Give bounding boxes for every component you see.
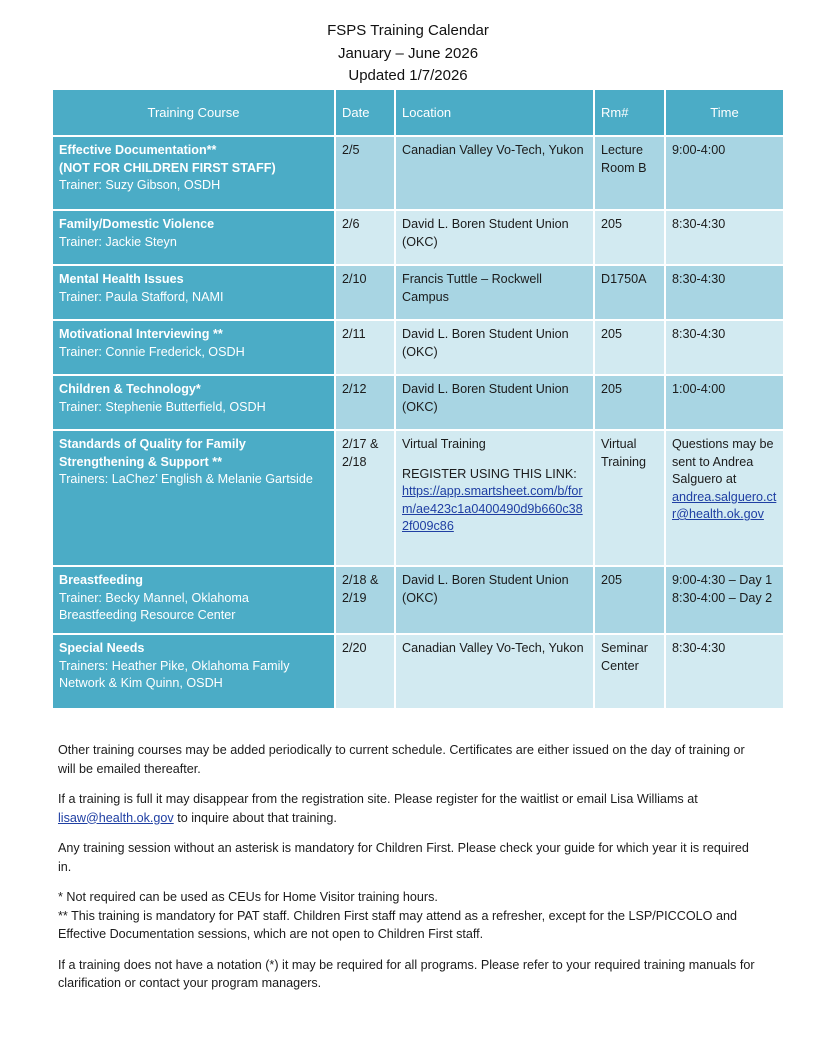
course-title: Mental Health Issues	[59, 272, 184, 286]
course-cell	[52, 566, 335, 634]
time-day-1: 9:00-4:30 – Day 1	[672, 573, 773, 587]
note-schedule: Other training courses may be added periodically to current schedule. Certificates are either issued on the day of training or will be emailed thereafter.	[58, 743, 745, 776]
room-cell: Seminar Center	[594, 634, 665, 709]
note-single-asterisk: * Not required can be used as CEUs for Home Visitor training hours.	[58, 890, 438, 904]
course-trainer: Trainers: Heather Pike, Oklahoma Family Network & Kim Quinn, OSDH	[59, 658, 290, 690]
course-title: Standards of Quality for Family Strengthening & Support **	[59, 437, 246, 469]
time-cell: 1:00-4:00	[665, 375, 784, 430]
date-cell: 2/6	[335, 210, 395, 265]
course-title: Special Needs	[59, 641, 145, 655]
course-cell	[52, 634, 335, 709]
column-header-room: Rm#	[594, 89, 665, 136]
location-cell: David L. Boren Student Union (OKC)	[395, 210, 594, 265]
time-cell	[665, 430, 784, 566]
table-row	[52, 210, 784, 265]
table-row	[52, 375, 784, 430]
date-cell: 2/11	[335, 320, 395, 375]
course-cell	[52, 320, 335, 375]
location-cell: Francis Tuttle – Rockwell Campus	[395, 265, 594, 320]
table-row	[52, 430, 784, 566]
questions-text: Questions may be sent to Andrea Salguero at	[672, 437, 774, 486]
room-cell: 205	[594, 320, 665, 375]
training-calendar-table	[51, 88, 785, 710]
course-trainer: Trainer: Paula Stafford, NAMI	[59, 289, 224, 304]
note-no-notation: If a training does not have a notation (*) it may be required for all programs. Please refer to your required training manuals for clarification or contact your program managers.	[58, 957, 755, 990]
course-cell	[52, 430, 335, 566]
room-cell: 205	[594, 566, 665, 634]
course-title-note: (NOT FOR CHILDREN FIRST STAFF)	[59, 160, 276, 175]
course-title: Effective Documentation**	[59, 143, 217, 157]
note-double-asterisk: ** This training is mandatory for PAT staff. Children First staff may attend as a refresher, except for the LSP/PICCOLO and Effective Documentation sessions, which are not open to Children First staff.	[58, 908, 737, 941]
course-title: Children & Technology*	[59, 382, 201, 396]
course-cell	[52, 265, 335, 320]
table-row	[52, 136, 784, 210]
note-mandatory: Any training session without an asterisk is mandatory for Children First. Please check your guide for which year it is required in.	[58, 841, 749, 874]
course-cell	[52, 136, 335, 210]
time-cell: 9:00-4:00	[665, 136, 784, 210]
document-header	[0, 20, 816, 88]
contact-email-link[interactable]: andrea.salguero.ctr@health.ok.gov	[672, 489, 777, 521]
course-title: Family/Domestic Violence	[59, 217, 215, 231]
date-cell: 2/10	[335, 265, 395, 320]
table-row	[52, 634, 784, 709]
time-day-2: 8:30-4:00 – Day 2	[672, 590, 773, 605]
course-trainer: Trainer: Suzy Gibson, OSDH	[59, 178, 221, 192]
course-trainer: Trainer: Jackie Steyn	[59, 234, 177, 249]
table-header-row	[52, 89, 784, 136]
course-trainer: Trainer: Becky Mannel, Oklahoma Breastfeeding Resource Center	[59, 590, 249, 622]
room-cell: Lecture Room B	[594, 136, 665, 210]
register-label: REGISTER USING THIS LINK:	[402, 466, 577, 481]
note-waitlist	[58, 790, 758, 827]
room-cell: Virtual Training	[594, 430, 665, 566]
note-waitlist-text-end: to inquire about that training.	[173, 810, 337, 825]
time-cell	[665, 566, 784, 634]
notes-section	[58, 741, 758, 1005]
table-row	[52, 566, 784, 634]
course-title: Breastfeeding	[59, 573, 143, 587]
date-cell: 2/12	[335, 375, 395, 430]
registration-link[interactable]: https://app.smartsheet.com/b/form/ae423c1a0400490d9b660c382f009c86	[402, 484, 583, 533]
course-cell	[52, 375, 335, 430]
location-text: Virtual Training	[402, 437, 486, 451]
location-cell: Canadian Valley Vo-Tech, Yukon	[395, 136, 594, 210]
date-cell: 2/17 & 2/18	[335, 430, 395, 566]
time-cell: 8:30-4:30	[665, 634, 784, 709]
location-cell: David L. Boren Student Union (OKC)	[395, 566, 594, 634]
date-range: January – June 2026	[337, 44, 479, 62]
location-cell: David L. Boren Student Union (OKC)	[395, 320, 594, 375]
updated-date: Updated 1/7/2026	[348, 67, 468, 84]
course-cell	[52, 210, 335, 265]
column-header-date: Date	[335, 89, 395, 136]
date-cell: 2/20	[335, 634, 395, 709]
table-row	[52, 320, 784, 375]
time-cell: 8:30-4:30	[665, 265, 784, 320]
document-title: FSPS Training Calendar	[327, 22, 489, 39]
note-waitlist-text: If a training is full it may disappear from the registration site. Please register for the waitlist or email Lisa Williams at	[58, 792, 698, 806]
time-cell: 8:30-4:30	[665, 320, 784, 375]
column-header-location: Location	[395, 89, 594, 136]
table-row	[52, 265, 784, 320]
date-cell: 2/5	[335, 136, 395, 210]
date-cell: 2/18 & 2/19	[335, 566, 395, 634]
course-title: Motivational Interviewing **	[59, 327, 223, 341]
course-trainer: Trainers: LaChez’ English & Melanie Gartside	[59, 472, 313, 486]
course-trainer: Trainer: Stephenie Butterfield, OSDH	[59, 399, 266, 414]
location-cell	[395, 430, 594, 566]
lisa-williams-email-link[interactable]: lisaw@health.ok.gov	[58, 810, 174, 825]
column-header-time: Time	[665, 89, 784, 136]
location-cell: David L. Boren Student Union (OKC)	[395, 375, 594, 430]
time-cell: 8:30-4:30	[665, 210, 784, 265]
course-trainer: Trainer: Connie Frederick, OSDH	[59, 344, 245, 359]
room-cell: D1750A	[594, 265, 665, 320]
room-cell: 205	[594, 375, 665, 430]
room-cell: 205	[594, 210, 665, 265]
column-header-course: Training Course	[52, 89, 335, 136]
location-cell: Canadian Valley Vo-Tech, Yukon	[395, 634, 594, 709]
